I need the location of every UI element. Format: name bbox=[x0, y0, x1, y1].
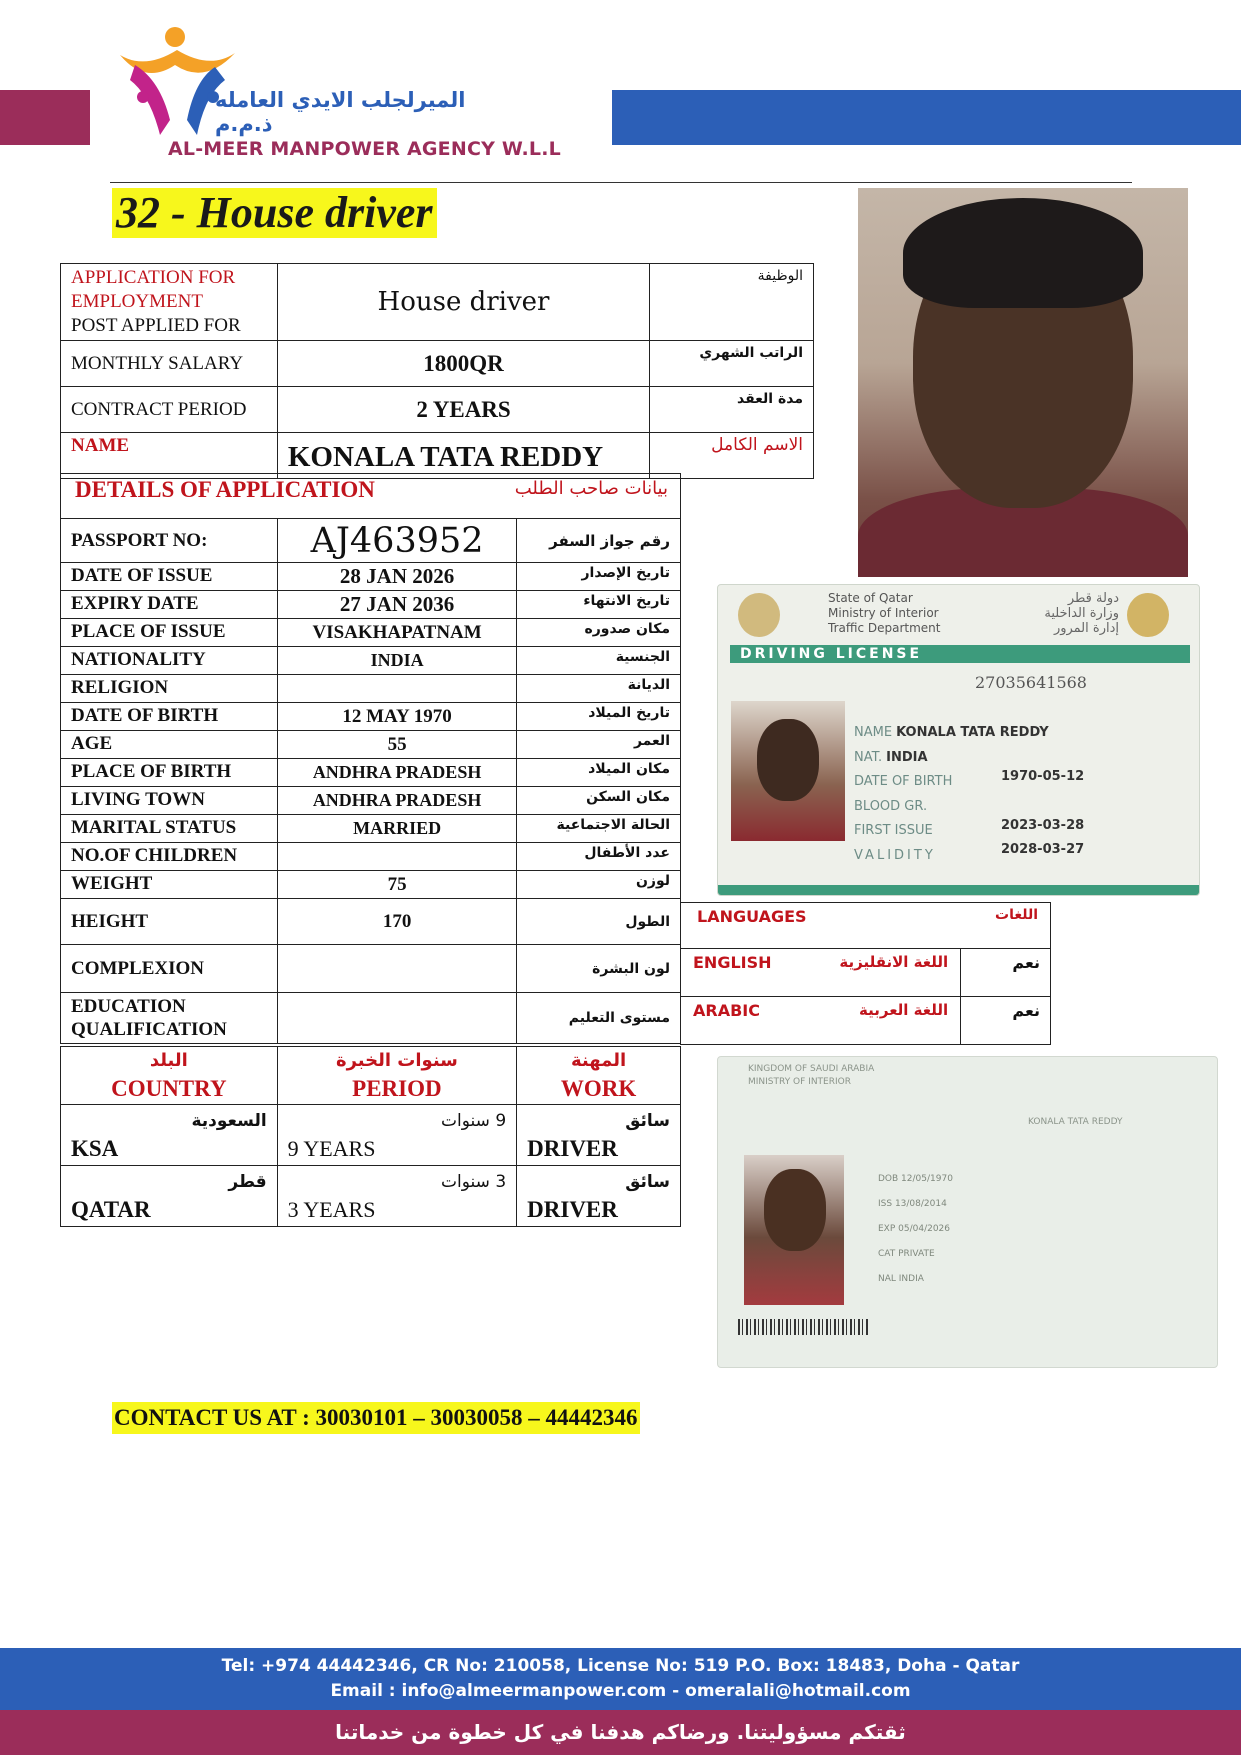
religion-row bbox=[61, 675, 681, 703]
qatar-blood-label: BLOOD GR. bbox=[854, 798, 928, 814]
experience-work: DRIVER bbox=[527, 1197, 618, 1222]
complexion-row bbox=[61, 945, 681, 993]
qatar-validity-label: VALIDITY bbox=[854, 847, 936, 863]
age-label-ar: العمر bbox=[517, 731, 681, 759]
religion-value bbox=[277, 675, 517, 703]
complexion-label-ar: لون البشرة bbox=[517, 945, 681, 993]
weight-label: WEIGHT bbox=[61, 871, 278, 899]
education-value bbox=[277, 993, 517, 1044]
salary-value: 1800QR bbox=[277, 341, 649, 387]
ksa-license-photo bbox=[744, 1155, 844, 1305]
period-header bbox=[277, 1047, 517, 1105]
qatar-first-issue-label: FIRST ISSUE bbox=[854, 823, 933, 838]
barcode-icon bbox=[738, 1319, 868, 1335]
education-label bbox=[61, 993, 278, 1044]
country-header-ar: البلد bbox=[149, 1050, 188, 1071]
header-divider bbox=[110, 182, 1132, 183]
marital-status-label: MARITAL STATUS bbox=[61, 815, 278, 843]
religion-label-ar: الديانة bbox=[517, 675, 681, 703]
ksa-nat: NAL INDIA bbox=[878, 1274, 924, 1284]
expiry-date-value: 27 JAN 2036 bbox=[277, 591, 517, 619]
qatar-nat-label: NAT. bbox=[854, 749, 883, 765]
qatar-license-issuer bbox=[828, 591, 940, 636]
details-heading-row bbox=[61, 474, 681, 519]
languages-heading-row bbox=[681, 903, 1051, 949]
experience-country: QATAR bbox=[71, 1197, 151, 1222]
language-english-cell bbox=[681, 949, 961, 997]
ksa-iss: ISS 13/08/2014 bbox=[878, 1199, 947, 1209]
experience-work-ar: سائق bbox=[625, 1172, 670, 1192]
complexion-label: COMPLEXION bbox=[61, 945, 278, 993]
experience-work-ar: سائق bbox=[625, 1111, 670, 1131]
contact-line: CONTACT US AT : 30030101 – 30030058 – 44442346 bbox=[112, 1402, 640, 1434]
issuer-line2: Ministry of Interior bbox=[828, 606, 939, 620]
nationality-row bbox=[61, 647, 681, 675]
experience-period-cell bbox=[277, 1166, 517, 1227]
language-arabic-answer: نعم bbox=[961, 997, 1051, 1045]
experience-period: 3 YEARS bbox=[287, 1197, 376, 1222]
qatar-nat-value: INDIA bbox=[886, 749, 928, 765]
height-label: HEIGHT bbox=[61, 899, 278, 945]
ksa-driving-license bbox=[717, 1056, 1218, 1368]
page-title: 32 - House driver bbox=[112, 188, 437, 238]
salary-row bbox=[61, 341, 814, 387]
company-name-english: AL-MEER MANPOWER AGENCY W.L.L bbox=[168, 138, 561, 160]
post-label-line1: APPLICATION FOR bbox=[71, 267, 236, 288]
ksa-license-name: KONALA TATA REDDY bbox=[1028, 1117, 1123, 1127]
religion-label: RELIGION bbox=[61, 675, 278, 703]
qatar-license-number: 27035641568 bbox=[975, 673, 1087, 692]
post-row bbox=[61, 264, 814, 341]
salary-label: MONTHLY SALARY bbox=[61, 341, 278, 387]
contract-label: CONTRACT PERIOD bbox=[61, 387, 278, 433]
qatar-license-issuer-ar bbox=[1044, 591, 1119, 636]
ksa-header-line1: KINGDOM OF SAUDI ARABIA bbox=[748, 1064, 875, 1074]
ksa-license-fields bbox=[878, 1167, 953, 1292]
marital-status-label-ar: الحالة الاجتماعية bbox=[517, 815, 681, 843]
qatar-name-value: KONALA TATA REDDY bbox=[896, 725, 1049, 740]
experience-table bbox=[60, 1046, 681, 1227]
height-row bbox=[61, 899, 681, 945]
language-row-arabic bbox=[681, 997, 1051, 1045]
company-name-arabic: الميرلجلب الايدي العامله ذ.م.م bbox=[215, 88, 466, 136]
period-header-en: PERIOD bbox=[352, 1076, 442, 1101]
applicant-photo bbox=[858, 188, 1188, 577]
experience-period-ar: 3 سنوات bbox=[441, 1172, 507, 1192]
name-value: KONALA TATA REDDY bbox=[277, 433, 649, 479]
education-label-ar: مستوى التعليم bbox=[517, 993, 681, 1044]
contract-label-ar: مدة العقد bbox=[650, 387, 814, 433]
qatar-dob-label: DATE OF BIRTH bbox=[854, 774, 953, 789]
education-label-line2: QUALIFICATION bbox=[71, 1019, 227, 1040]
living-town-row bbox=[61, 787, 681, 815]
age-label: AGE bbox=[61, 731, 278, 759]
children-label-ar: عدد الأطفال bbox=[517, 843, 681, 871]
experience-work-cell bbox=[517, 1166, 681, 1227]
salary-label-ar: الراتب الشهري bbox=[650, 341, 814, 387]
ksa-cat: CAT PRIVATE bbox=[878, 1249, 935, 1259]
experience-country-cell bbox=[61, 1105, 278, 1166]
footer-tagline: ثقتكم مسؤوليتنا. ورضاكم هدفنا في كل خطوة من خدماتنا bbox=[0, 1710, 1241, 1755]
languages-heading-ar: اللغات bbox=[995, 907, 1038, 923]
nationality-value: INDIA bbox=[277, 647, 517, 675]
children-label: NO.OF CHILDREN bbox=[61, 843, 278, 871]
qatar-license-bottom-band bbox=[718, 885, 1200, 895]
place-of-issue-label-ar: مكان صدوره bbox=[517, 619, 681, 647]
ksa-license-face bbox=[764, 1169, 826, 1251]
languages-heading: LANGUAGES bbox=[697, 907, 807, 926]
country-header bbox=[61, 1047, 278, 1105]
experience-row bbox=[61, 1105, 681, 1166]
details-heading: DETAILS OF APPLICATION bbox=[75, 477, 375, 502]
qatar-name-label: NAME bbox=[854, 725, 893, 740]
qatar-emblem-icon bbox=[738, 593, 780, 637]
work-header bbox=[517, 1047, 681, 1105]
language-arabic-ar: اللغة العربية bbox=[859, 1001, 949, 1019]
living-town-label: LIVING TOWN bbox=[61, 787, 278, 815]
period-header-ar: سنوات الخبرة bbox=[335, 1050, 458, 1071]
height-label-ar: الطول bbox=[517, 899, 681, 945]
experience-header-row bbox=[61, 1047, 681, 1105]
issuer-ar-line2: وزارة الداخلية bbox=[1044, 606, 1119, 621]
language-english-answer: نعم bbox=[961, 949, 1051, 997]
issue-date-value: 28 JAN 2026 bbox=[277, 563, 517, 591]
nationality-label-ar: الجنسية bbox=[517, 647, 681, 675]
experience-period: 9 YEARS bbox=[287, 1136, 376, 1161]
qatar-first-issue-value: 2023-03-28 bbox=[1001, 818, 1085, 833]
age-value: 55 bbox=[277, 731, 517, 759]
details-heading-ar: بيانات صاحب الطلب bbox=[514, 478, 668, 499]
language-english: ENGLISH bbox=[693, 953, 772, 972]
weight-row bbox=[61, 871, 681, 899]
dob-row bbox=[61, 703, 681, 731]
complexion-value bbox=[277, 945, 517, 993]
experience-work-cell bbox=[517, 1105, 681, 1166]
issuer-ar-line3: إدارة المرور bbox=[1053, 621, 1119, 636]
experience-country-cell bbox=[61, 1166, 278, 1227]
languages-heading-cell bbox=[681, 903, 1051, 949]
place-of-issue-row bbox=[61, 619, 681, 647]
name-label: NAME bbox=[61, 433, 278, 479]
age-row bbox=[61, 731, 681, 759]
qatar-license-face bbox=[757, 719, 819, 801]
qatar-dob-value: 1970-05-12 bbox=[1001, 769, 1085, 784]
children-value bbox=[277, 843, 517, 871]
language-row-english bbox=[681, 949, 1051, 997]
place-of-birth-row bbox=[61, 759, 681, 787]
marital-status-row bbox=[61, 815, 681, 843]
issuer-line3: Traffic Department bbox=[828, 621, 941, 635]
education-row bbox=[61, 993, 681, 1044]
experience-country-ar: السعودية bbox=[191, 1111, 267, 1131]
place-of-birth-label-ar: مكان الميلاد bbox=[517, 759, 681, 787]
post-label-line3: POST APPLIED FOR bbox=[71, 315, 241, 336]
issuer-line1: State of Qatar bbox=[828, 591, 913, 605]
expiry-date-row bbox=[61, 591, 681, 619]
qatar-license-name-row bbox=[854, 721, 1049, 746]
education-label-line1: EDUCATION bbox=[71, 996, 186, 1017]
footer-email: Email : info@almeermanpower.com - omeralali@hotmail.com bbox=[330, 1681, 911, 1701]
contract-row bbox=[61, 387, 814, 433]
header-left-bar bbox=[0, 90, 90, 145]
post-label-ar: الوظيفة bbox=[650, 264, 814, 341]
expiry-date-label: EXPIRY DATE bbox=[61, 591, 278, 619]
expiry-date-label-ar: تاريخ الانتهاء bbox=[517, 591, 681, 619]
place-of-issue-value: VISAKHAPATNAM bbox=[277, 619, 517, 647]
photo-hair bbox=[903, 198, 1143, 308]
place-of-issue-label: PLACE OF ISSUE bbox=[61, 619, 278, 647]
passport-row bbox=[61, 519, 681, 563]
ksa-header-line2: MINISTRY OF INTERIOR bbox=[748, 1077, 851, 1087]
nationality-label: NATIONALITY bbox=[61, 647, 278, 675]
work-header-en: WORK bbox=[560, 1076, 637, 1101]
marital-status-value: MARRIED bbox=[277, 815, 517, 843]
name-row bbox=[61, 433, 814, 479]
dob-label-ar: تاريخ الميلاد bbox=[517, 703, 681, 731]
post-table bbox=[60, 263, 814, 479]
details-heading-cell bbox=[61, 474, 681, 519]
place-of-birth-value: ANDHRA PRADESH bbox=[277, 759, 517, 787]
post-label bbox=[61, 264, 278, 341]
footer-line1: Tel: +974 44442346, CR No: 210058, License No: 519 P.O. Box: 18483, Doha - Qatar bbox=[221, 1656, 1020, 1676]
experience-row bbox=[61, 1166, 681, 1227]
issuer-ar-line1: دولة قطر bbox=[1067, 591, 1119, 606]
weight-label-ar: لوزن bbox=[517, 871, 681, 899]
dob-label: DATE OF BIRTH bbox=[61, 703, 278, 731]
living-town-label-ar: مكان السكن bbox=[517, 787, 681, 815]
name-label-ar: الاسم الكامل bbox=[650, 433, 814, 479]
qatar-license-photo bbox=[731, 701, 845, 841]
work-header-ar: المهنة bbox=[571, 1050, 627, 1071]
issue-date-label: DATE OF ISSUE bbox=[61, 563, 278, 591]
country-header-en: COUNTRY bbox=[111, 1076, 227, 1101]
language-arabic-cell bbox=[681, 997, 961, 1045]
qatar-license-band: DRIVING LICENSE bbox=[730, 645, 1190, 663]
post-value: House driver bbox=[277, 264, 649, 341]
qatar-license-nat-row bbox=[854, 746, 1049, 771]
header-right-bar bbox=[612, 90, 1241, 145]
details-table bbox=[60, 473, 681, 1044]
children-row bbox=[61, 843, 681, 871]
weight-value: 75 bbox=[277, 871, 517, 899]
issue-date-label-ar: تاريخ الإصدار bbox=[517, 563, 681, 591]
footer-contact bbox=[0, 1648, 1241, 1710]
post-label-line2: EMPLOYMENT bbox=[71, 291, 203, 312]
experience-country-ar: قطر bbox=[228, 1172, 267, 1192]
experience-country: KSA bbox=[71, 1136, 119, 1161]
contract-value: 2 YEARS bbox=[277, 387, 649, 433]
language-english-ar: اللغة الانقليزية bbox=[839, 953, 949, 971]
dob-value: 12 MAY 1970 bbox=[277, 703, 517, 731]
language-arabic: ARABIC bbox=[693, 1001, 760, 1020]
ksa-exp: EXP 05/04/2026 bbox=[878, 1224, 951, 1234]
gcc-emblem-icon bbox=[1127, 593, 1169, 637]
qatar-validity-value: 2028-03-27 bbox=[1001, 842, 1085, 857]
ksa-dob: DOB 12/05/1970 bbox=[878, 1174, 953, 1184]
qatar-driving-license bbox=[717, 584, 1200, 896]
passport-value: AJ463952 bbox=[277, 519, 517, 563]
experience-period-cell bbox=[277, 1105, 517, 1166]
living-town-value: ANDHRA PRADESH bbox=[277, 787, 517, 815]
experience-period-ar: 9 سنوات bbox=[441, 1111, 507, 1131]
passport-label-ar: رقم جواز السفر bbox=[517, 519, 681, 563]
height-value: 170 bbox=[277, 899, 517, 945]
passport-label: PASSPORT NO: bbox=[61, 519, 278, 563]
languages-table bbox=[680, 902, 1051, 1045]
place-of-birth-label: PLACE OF BIRTH bbox=[61, 759, 278, 787]
ksa-license-header bbox=[748, 1063, 874, 1089]
experience-work: DRIVER bbox=[527, 1136, 618, 1161]
issue-date-row bbox=[61, 563, 681, 591]
